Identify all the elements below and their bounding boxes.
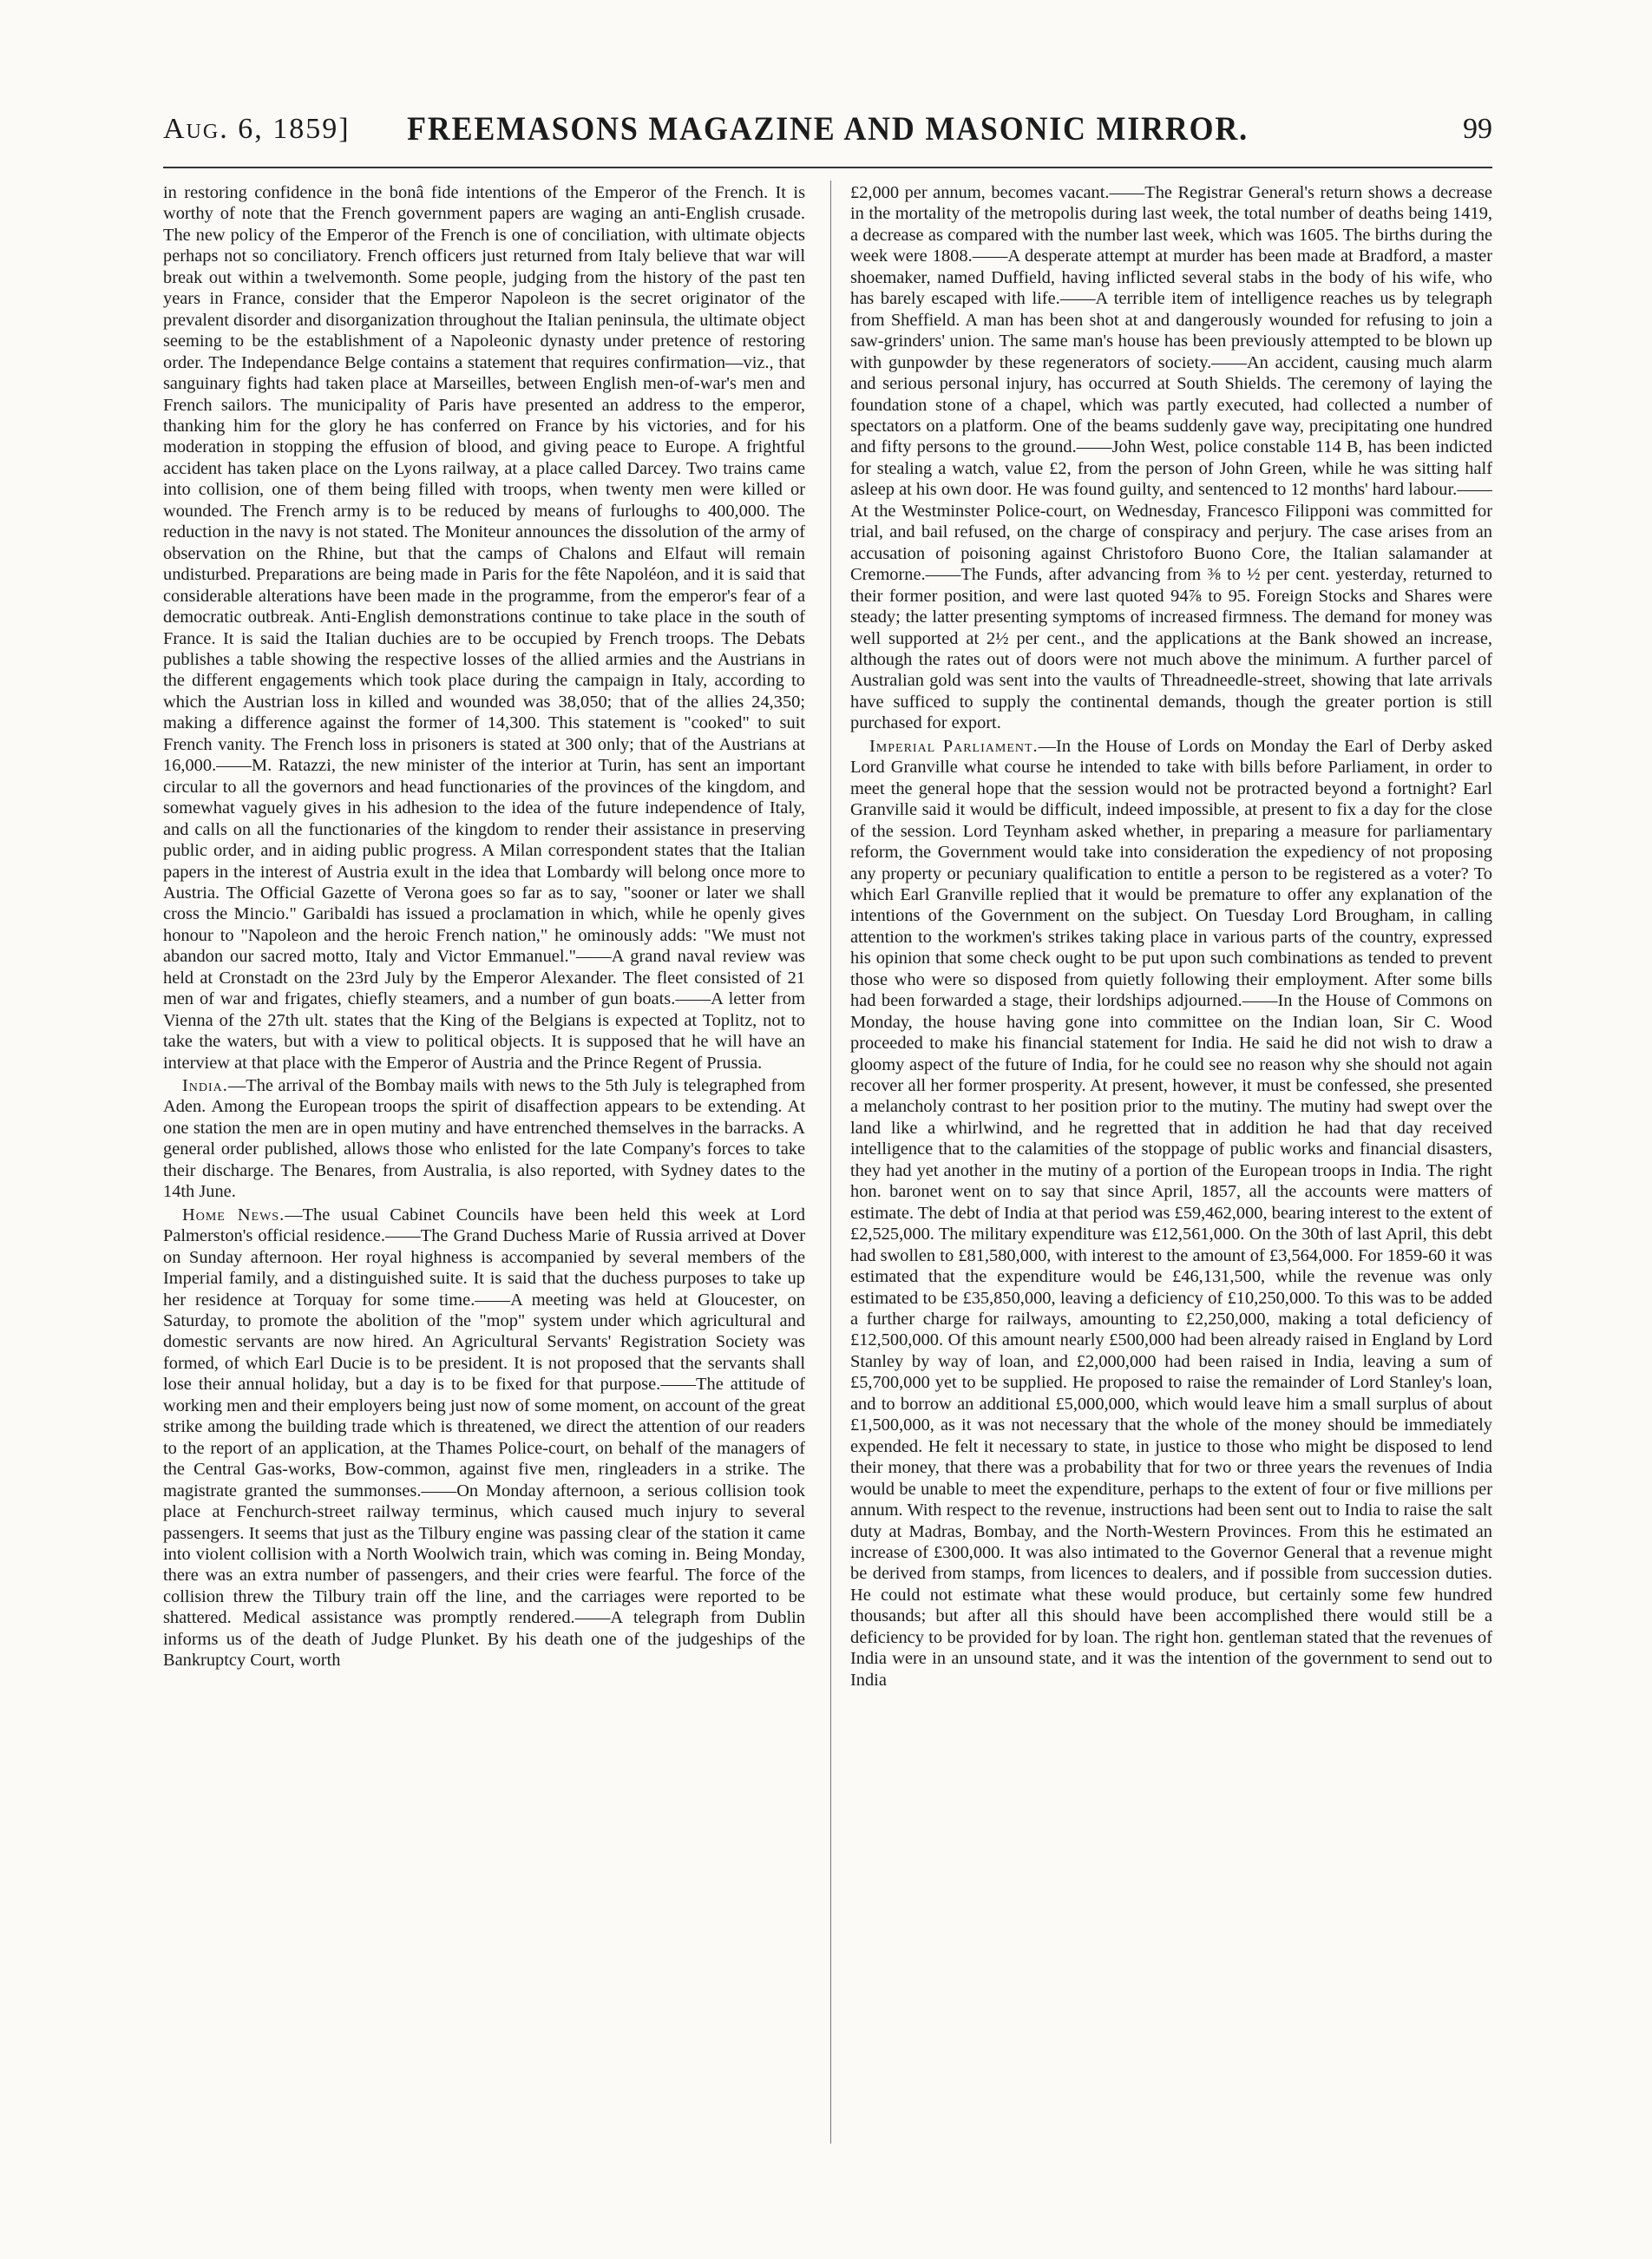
right-column bbox=[850, 182, 1492, 2152]
home-news-paragraph bbox=[163, 1205, 805, 1671]
india-paragraph bbox=[163, 1075, 805, 1203]
publication-title: FREEMASONS MAGAZINE AND MASONIC MIRROR. bbox=[407, 110, 1249, 148]
parliament-heading: Imperial Parliament. bbox=[869, 736, 1039, 756]
parliament-paragraph bbox=[850, 736, 1492, 1691]
home-news-heading: Home News. bbox=[182, 1205, 285, 1225]
india-heading: India. bbox=[182, 1076, 228, 1096]
column-divider bbox=[830, 181, 831, 2144]
home-news-continued-paragraph: £2,000 per annum, becomes vacant.——The Registrar General's return shows a decrease in the mortality of the metropolis during last week, the total number of deaths being 1419, a decrease as compared with the number last week, which was 1605. The births during the week were 1808.——A desperate attempt at murder has been made at Bradford, a master shoemaker, named Duffield, having inflicted several stabs in the body of his wife, who has barely escaped with life.——A terrible item of intelligence reaches us by telegraph from Sheffield. A man has been shot at and dangerously wounded for refusing to join a saw-grinders' union. The same man's house has been previously attempted to be blown up with gunpowder by these regenerators of society.——An accident, causing much alarm and serious personal injury, has occurred at South Shields. The ceremony of laying the foundation stone of a chapel, which was partly executed, had collected a number of spectators on a platform. One of the beams suddenly gave way, precipitating one hundred and fifty persons to the ground.——John West, police constable 114 B, has been indicted for stealing a watch, value £2, from the person of John Green, while he was sitting half asleep at his own door. He was found guilty, and sentenced to 12 months' hard labour.——At the Westminster Police-court, on Wednesday, Francesco Filipponi was committed for trial, and bail refused, on the charge of conspiracy and perjury. The case arises from an accusation of poisoning against Christoforo Buono Core, the Italian salamander at Cremorne.——The Funds, after advancing from ⅜ to ½ per cent. yesterday, returned to their former position, and were last quoted 94⅞ to 95. Foreign Stocks and Shares were steady; the latter presenting symptoms of increased firmness. The demand for money was well supported at 2½ per cent., and the applications at the Bank showed an increase, although the rates out of doors were not much above the minimum. A further parcel of Australian gold was sent into the vaults of Threadneedle-street, showing that late arrivals have sufficed to supply the continental demands, though the greater portion is still purchased for export. bbox=[850, 183, 1492, 733]
home-news-text: —The usual Cabinet Councils have been held this week at Lord Palmerston's official residence.——The Grand Duchess Marie of Russia arrived at Dover on Sunday afternoon. Her royal highness is accompanied by several members of the Imperial family, and a distinguished suite. It is said that the duchess purposes to take up her residence at Torquay for some time.——A meeting was held at Gloucester, on Saturday, to promote the abolition of the "mop" system under which agricultural and domestic servants are now hired. An Agricultural Servants' Registration Society was formed, of which Earl Ducie is to be president. It is not proposed that the servants shall lose their annual holiday, but a day is to be fixed for that purpose.——The attitude of working men and their employers being just now of some moment, on account of the great strike among the building trade which is threatened, we direct the attention of our readers to the report of an application, at the Thames Police-court, on behalf of the managers of the Central Gas-works, Bow-common, against five men, ringleaders in a strike. The magistrate granted the summonses.——On Monday afternoon, a serious collision took place at Fenchurch-street railway terminus, which caused much injury to several passengers. It seems that just as the Tilbury engine was passing clear of the station it came into violent collision with a North Woolwich train, which was coming in. Being Monday, there was an extra number of passengers, and their cries were fearful. The force of the collision threw the Tilbury train off the line, and the carriages were reported to be shattered. Medical assistance was promptly rendered.——A telegraph from Dublin informs us of the death of Judge Plunket. By his death one of the judgeships of the Bankruptcy Court, worth bbox=[163, 1205, 805, 1671]
foreign-news-paragraph: in restoring confidence in the bonâ fide intentions of the Emperor of the French. It is worthy of note that the French government papers are waging an anti-English crusade. The new policy of the Emperor of the French is one of conciliation, with ultimate objects perhaps not so conciliatory. French officers just returned from Italy believe that war will break out within a twelvemonth. Some people, judging from the history of the past ten years in France, consider that the Emperor Napoleon is the secret originator of the prevalent disorder and disorganization throughout the Italian peninsula, the ultimate object seeming to be the establishment of a Napoleonic dynasty under pretence of restoring order. The Independance Belge contains a statement that requires confirmation—viz., that sanguinary fights had taken place at Marseilles, between English men-of-war's men and French sailors. The municipality of Paris have presented an address to the emperor, thanking him for the glory he has conferred on France by his victories, and for his moderation in stopping the effusion of blood, and giving peace to Europe. A frightful accident has taken place on the Lyons railway, at a place called Darcey. Two trains came into collision, one of them being filled with troops, when twenty men were killed or wounded. The French army is to be reduced by means of furloughs to 400,000. The reduction in the navy is not stated. The Moniteur announces the dissolution of the army of observation on the Rhine, but that the camps of Chalons and Elfaut will remain undisturbed. Preparations are being made in Paris for the fête Napoléon, and it is said that considerable alterations have been made in the programme, from the emperor's fear of a democratic outbreak. Anti-English demonstrations continue to take place in the south of France. It is said the Italian duchies are to be occupied by French troops. The Debats publishes a table showing the respective losses of the allied armies and the Austrians in the different engagements which took place during the campaign in Italy, according to which the Austrian loss in killed and wounded was 38,050; that of the allies 24,350; making a difference against the former of 14,300. This statement is "cooked" to suit French vanity. The French loss in prisoners is stated at 300 only; that of the Austrians at 16,000.——M. Ratazzi, the new minister of the interior at Turin, has sent an important circular to all the governors and head functionaries of the provinces of the kingdom, and somewhat vaguely gives in his adhesion to the idea of the future independence of Italy, and calls on all the functionaries of the kingdom to render their assistance in preserving public order, and in aiding public progress. A Milan correspondent states that the Italian papers in the interest of Austria exult in the idea that Lombardy will belong once more to Austria. The Official Gazette of Verona goes so far as to say, "sooner or later we shall cross the Mincio." Garibaldi has issued a proclamation in which, while he openly gives honour to "Napoleon and the heroic French nation," he ominously adds: "We must not abandon our sacred motto, Italy and Victor Emmanuel."——A grand naval review was held at Cronstadt on the 23rd July by the Emperor Alexander. The fleet consisted of 21 men of war and frigates, chiefly steamers, and a number of gun boats.——A letter from Vienna of the 27th ult. states that the King of the Belgians is expected at Toplitz, not to take the waters, but with a view to political objects. It is supposed that he will have an interview at that place with the Emperor of Austria and the Prince Regent of Prussia. bbox=[163, 183, 805, 1073]
india-text: —The arrival of the Bombay mails with news to the 5th July is telegraphed from Aden. Among the European troops the spirit of disaffection appears to be extending. At one station the men are in open mutiny and have entrenched themselves in the barracks. A general order published, allows those who enlisted for the late Company's forces to take their discharge. The Benares, from Australia, is also reported, with Sydney dates to the 14th June. bbox=[163, 1076, 805, 1202]
parliament-text: —In the House of Lords on Monday the Earl of Derby asked Lord Granville what course he intended to take with bills before Parliament, in order to meet the general hope that the session would not be protracted beyond a fortnight? Earl Granville said it would be difficult, indeed impossible, at present to fix a day for the close of the session. Lord Teynham asked whether, in preparing a measure for parliamentary reform, the Government would take into consideration the expediency of not proposing any property or pecuniary qualification to entitle a person to be registered as a voter? To which Earl Granville replied that it would be premature to offer any explanation of the intentions of the Government on the subject. On Tuesday Lord Brougham, in calling attention to the workmen's strikes taking place in various parts of the country, expressed his opinion that some check ought to be put upon such combinations as tended to prevent those who were so disposed from quietly following their employment. After some bills had been forwarded a stage, their lordships adjourned.——In the House of Commons on Monday, the house having gone into committee on the Indian loan, Sir C. Wood proceeded to make his financial statement for India. He said he did not wish to draw a gloomy aspect of the future of India, for he could see no reason why she should not again recover all her former prosperity. At present, however, it must be confessed, she presented a melancholy contrast to her position prior to the mutiny. The mutiny had swept over the land like a whirlwind, and he regretted that in addition he had that day received intelligence that to the calamities of the stoppage of public works and financial disasters, they had yet another in the mutiny of a portion of the European troops in India. The right hon. baronet went on to say that since April, 1857, all the accounts were matters of estimate. The debt of India at that period was £59,462,000, bearing interest to the extent of £2,525,000. The military expenditure was £12,561,000. On the 30th of last April, this debt had swollen to £81,580,000, with interest to the amount of £3,564,000. For 1859-60 it was estimated that the expenditure would be £46,131,500, while the revenue was only estimated to be £35,850,000, leaving a deficiency of £10,250,000. To this was to be added a further charge for railways, amounting to £2,250,000, making a total deficiency of £12,500,000. Of this amount nearly £500,000 had been already raised in England by Lord Stanley by way of loan, and £2,000,000 had been raised in India, leaving a sum of £5,700,000 yet to be supplied. He proposed to raise the remainder of Lord Stanley's loan, and to borrow an additional £5,000,000, which would leave him a small surplus of about £1,500,000, as it was not necessary that the whole of the money should be immediately expended. He felt it necessary to state, in justice to those who might be disposed to lend their money, that there was a probability that for two or three years the revenues of India would be unable to meet the expenditure, perhaps to the extent of four or five millions per annum. With respect to the revenue, instructions had been sent out to India to raise the salt duty at Madras, Bombay, and the North-Western Provinces. From this he estimated an increase of £300,000. It was also intimated to the Governor General that a revenue might be derived from stamps, from licences to dealers, and if possible from succession duties. He could not estimate what these would produce, but certainly some few hundred thousands; but after all this should have been accomplished there would still be a deficiency to be provided for by loan. The right hon. gentleman stated that the revenues of India were in an unsound state, and it was the intention of the government to send out to India bbox=[850, 736, 1492, 1690]
issue-date: Aug. 6, 1859] bbox=[163, 113, 351, 145]
running-head bbox=[163, 106, 1492, 154]
header-rule bbox=[163, 167, 1492, 168]
page-number: 99 bbox=[1463, 113, 1492, 145]
left-column bbox=[163, 182, 805, 2152]
